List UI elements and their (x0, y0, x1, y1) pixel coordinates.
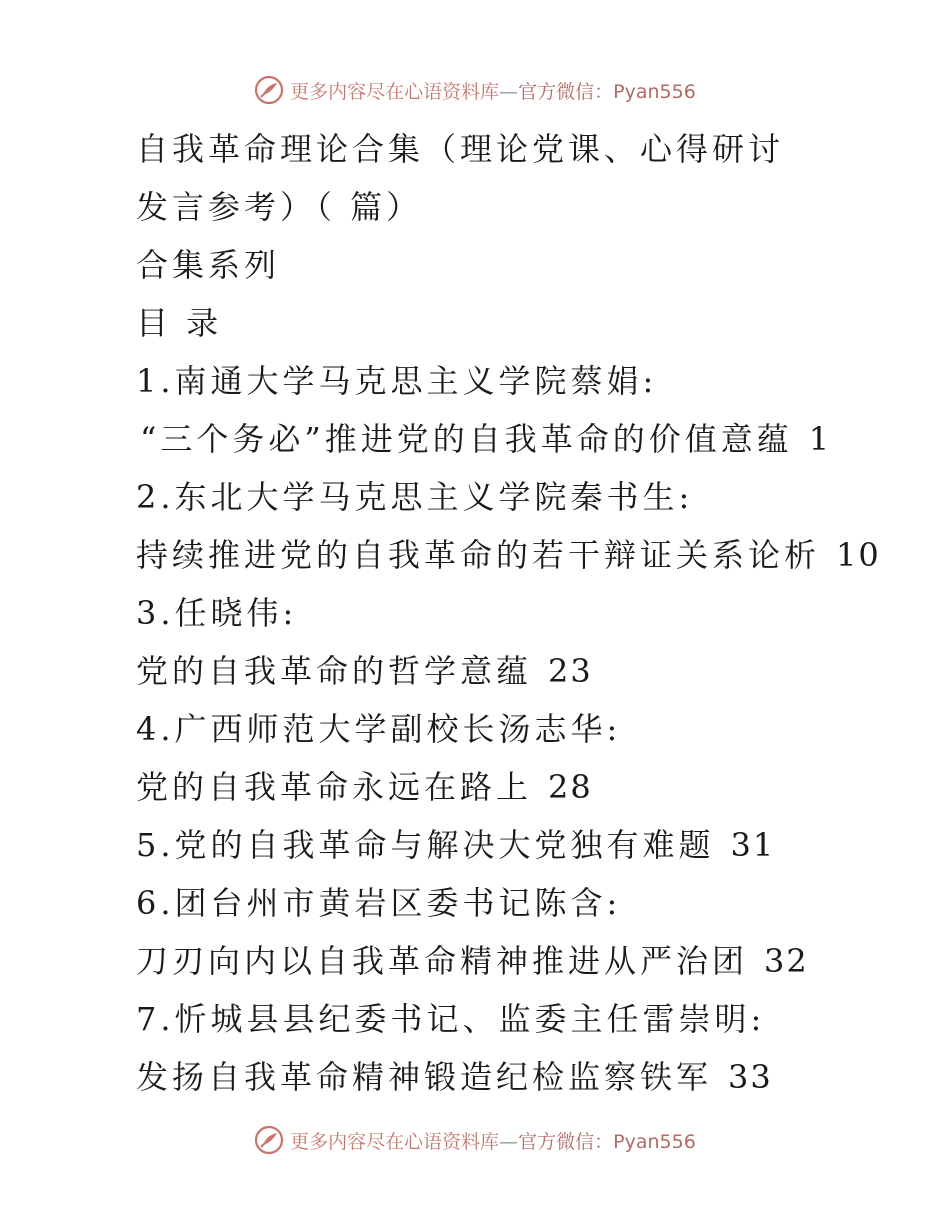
toc-page-number: 32 (764, 942, 809, 980)
toc-entry-author: 1.南通大学马克思主义学院蔡娟: (136, 362, 658, 400)
toc-entry-title: 5.党的自我革命与解决大党独有难题 31 (136, 826, 776, 864)
watermark-text: 更多内容尽在心语资料库—官方微信：Pyan556 (290, 1130, 696, 1153)
watermark-text: 更多内容尽在心语资料库—官方微信：Pyan556 (290, 80, 696, 103)
document-title-line-2: 发言参考）（ 篇） (136, 188, 423, 226)
header-watermark (0, 70, 950, 110)
toc-page-number: 1 (808, 420, 832, 458)
toc-entry-title: “三个务必”推进党的自我革命的价值意蕴 1 (140, 420, 832, 458)
toc-entry-title: 持续推进党的自我革命的若干辩证关系论析 10 (136, 536, 881, 574)
toc-page-number: 10 (836, 536, 881, 574)
toc-page-number: 31 (730, 826, 776, 864)
toc-entry-author: 4.广西师范大学副校长汤志华: (136, 710, 622, 748)
toc-page-number: 28 (548, 768, 593, 806)
toc-entry-author: 3.任晓伟: (136, 594, 298, 632)
book-logo-icon (254, 75, 284, 105)
toc-entry-title: 党的自我革命永远在路上 28 (136, 768, 593, 806)
toc-entry-title: 刀刃向内以自我革命精神推进从严治团 32 (136, 942, 809, 980)
series-label: 合集系列 (136, 246, 281, 284)
book-logo-icon (254, 1125, 284, 1155)
toc-entry-author: 2.东北大学马克思主义学院秦书生: (136, 478, 694, 516)
footer-watermark (0, 1120, 950, 1160)
toc-page-number: 33 (728, 1058, 773, 1096)
document-body (136, 120, 926, 1106)
toc-entry-title: 发扬自我革命精神锻造纪检监察铁军 33 (136, 1058, 773, 1096)
toc-heading: 目 录 (136, 304, 223, 342)
document-title-line-1: 自我革命理论合集（理论党课、心得研讨 (136, 130, 785, 168)
toc-page-number: 23 (548, 652, 593, 690)
toc-entry-author: 7.忻城县县纪委书记、监委主任雷崇明: (136, 1000, 766, 1038)
toc-entry-title: 党的自我革命的哲学意蕴 23 (136, 652, 593, 690)
toc-entry-author: 6.团台州市黄岩区委书记陈含: (136, 884, 622, 922)
